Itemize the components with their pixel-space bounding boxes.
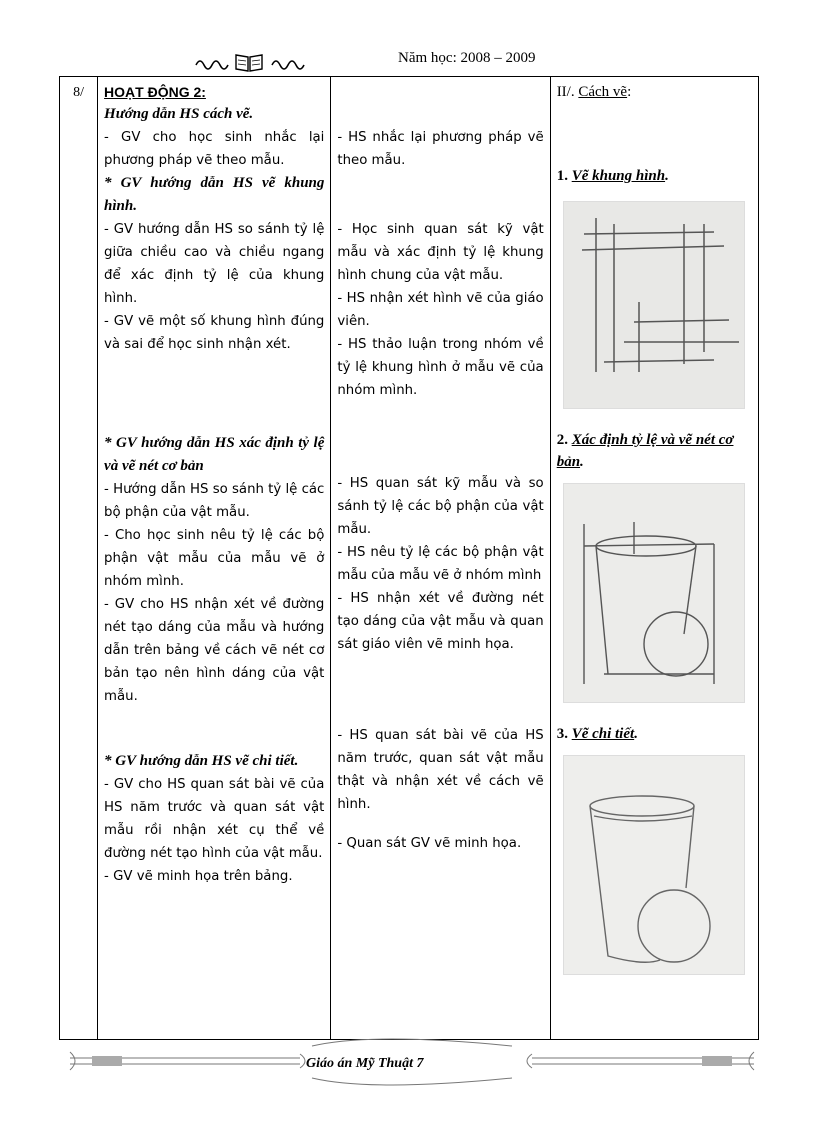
- footer-title: Giáo án Mỹ Thuật 7: [306, 1056, 424, 1071]
- frame-sketch-image: [563, 201, 745, 409]
- student-text: - HS quan sát kỹ mẫu và so sánh tỷ lệ các bộ phận của vật mẫu.: [337, 476, 544, 537]
- teacher-text: - GV vẽ một số khung hình đúng và sai để học sinh nhận xét.: [104, 314, 325, 352]
- teacher-text: - GV cho HS nhận xét về đường nét tạo dáng của mẫu và hướng dẫn trên bảng về cách vẽ nét cơ bản tạo nên hình dáng của vật mẫu.: [104, 597, 325, 704]
- teacher-text: - Cho học sinh nêu tỷ lệ các bộ phận vật mẫu của mẫu vẽ ở nhóm mình.: [104, 528, 325, 589]
- step-2-heading: 2. Xác định tỷ lệ và vẽ nét cơ bản.: [556, 432, 734, 470]
- activity-heading: HOẠT ĐỘNG 2:: [104, 84, 206, 100]
- teacher-subheading: * GV hướng dẫn HS vẽ chi tiết.: [104, 753, 299, 769]
- header-ornament-icon: [192, 51, 307, 73]
- lesson-table: [59, 76, 759, 1040]
- teacher-text: - Hướng dẫn HS so sánh tỷ lệ các bộ phận của vật mẫu.: [104, 482, 325, 520]
- student-text: - HS nhắc lại phương pháp vẽ theo mẫu.: [337, 130, 544, 168]
- student-text: - Học sinh quan sát kỹ vật mẫu và xác định tỷ lệ khung hình chung của vật mẫu.: [337, 222, 544, 283]
- step-1-heading: 1. Vẽ khung hình.: [556, 168, 669, 184]
- activity-subtitle: Hướng dẫn HS cách vẽ.: [104, 106, 254, 122]
- teacher-text: - GV vẽ minh họa trên bảng.: [104, 869, 293, 884]
- student-text: - HS quan sát bài vẽ của HS năm trước, quan sát vật mẫu thật và nhận xét về cách vẽ hình.: [337, 728, 544, 812]
- student-text: - HS thảo luận trong nhóm về tỷ lệ khung hình ở mẫu vẽ của nhóm mình.: [337, 337, 544, 398]
- time-cell: 8/: [60, 77, 98, 1040]
- content-cell: [550, 77, 758, 1040]
- teacher-text: - GV cho học sinh nhắc lại phương pháp vẽ theo mẫu.: [104, 130, 325, 168]
- student-text: - Quan sát GV vẽ minh họa.: [337, 836, 522, 851]
- teacher-activity-cell: [98, 77, 331, 1040]
- student-activity-cell: [331, 77, 550, 1040]
- step-3-heading: 3. Vẽ chi tiết.: [556, 726, 638, 742]
- teacher-text: - GV cho HS quan sát bài vẽ của HS năm trước và quan sát vật mẫu rồi nhận xét cụ thể về đường nét tạo hình của vật mẫu.: [104, 777, 325, 861]
- detail-sketch-image: [563, 755, 745, 975]
- student-text: - HS nhận xét về đường nét tạo dáng của vật mẫu và quan sát giáo viên vẽ minh họa.: [337, 591, 544, 652]
- student-text: - HS nhận xét hình vẽ của giáo viên.: [337, 291, 544, 329]
- table-row: [60, 77, 759, 1040]
- school-year: Năm học: 2008 – 2009: [398, 50, 536, 66]
- student-text: - HS nêu tỷ lệ các bộ phận vật mẫu của mẫu vẽ ở nhóm mình: [337, 545, 544, 583]
- teacher-subheading: * GV hướng dẫn HS vẽ khung hình.: [104, 175, 325, 214]
- section-heading: II/. Cách vẽ:: [556, 84, 632, 100]
- teacher-text: - GV hướng dẫn HS so sánh tỷ lệ giữa chiều cao và chiều ngang để xác định tỷ lệ của khung hình.: [104, 222, 325, 306]
- teacher-subheading: * GV hướng dẫn HS xác định tỷ lệ và vẽ nét cơ bản: [104, 435, 325, 474]
- basic-lines-sketch-image: [563, 483, 745, 703]
